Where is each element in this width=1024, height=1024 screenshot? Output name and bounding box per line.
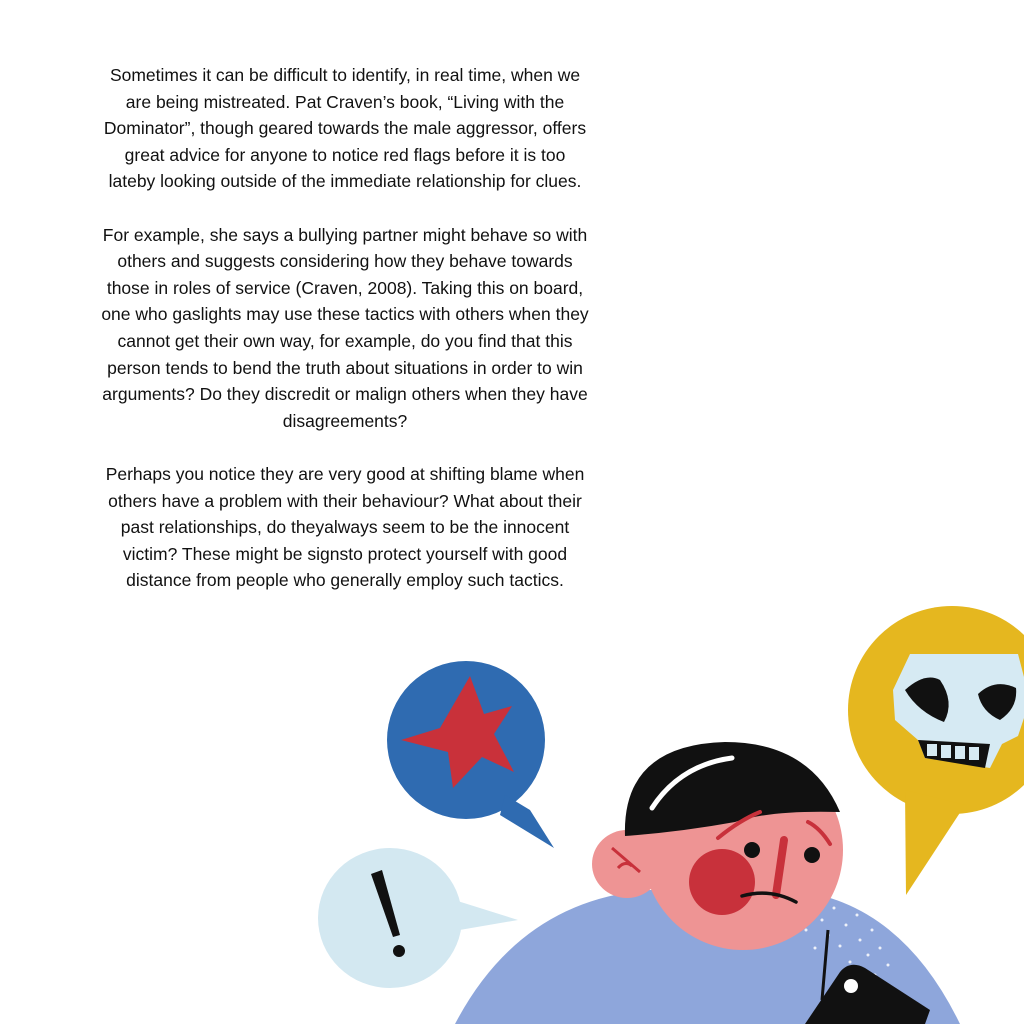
star-speech-bubble — [387, 661, 554, 848]
exclamation-speech-bubble — [318, 848, 518, 988]
paragraph-2: For example, she says a bullying partner might behave so with others and suggests considering how they behave towards those in roles of service (Craven, 2008). Taking this on board, one who gaslights may use these tactics with others when they cannot get their own way, for example, do you find that this person tends to bend the truth about situations in order to win arguments? Do they discredit or malign others when they have disagreements? — [101, 224, 589, 431]
paragraph-3: Perhaps you notice they are very good at shifting blame when others have a problem with their behaviour? What about their past relationships, do theyalways seem to be the innocent victim? These might be signsto protect yourself with good distance from people who generally employ such tactics. — [105, 463, 585, 591]
paragraph-1: Sometimes it can be difficult to identify, in real time, when we are being mistreated. Pat Craven’s book, “Living with the Dominator”, though geared towards the male aggressor, offers great advice for anyone to notice red flags before it is too lateby looking outside of the immediate relationship for clues. — [103, 65, 587, 192]
skull-speech-bubble — [848, 606, 1024, 895]
